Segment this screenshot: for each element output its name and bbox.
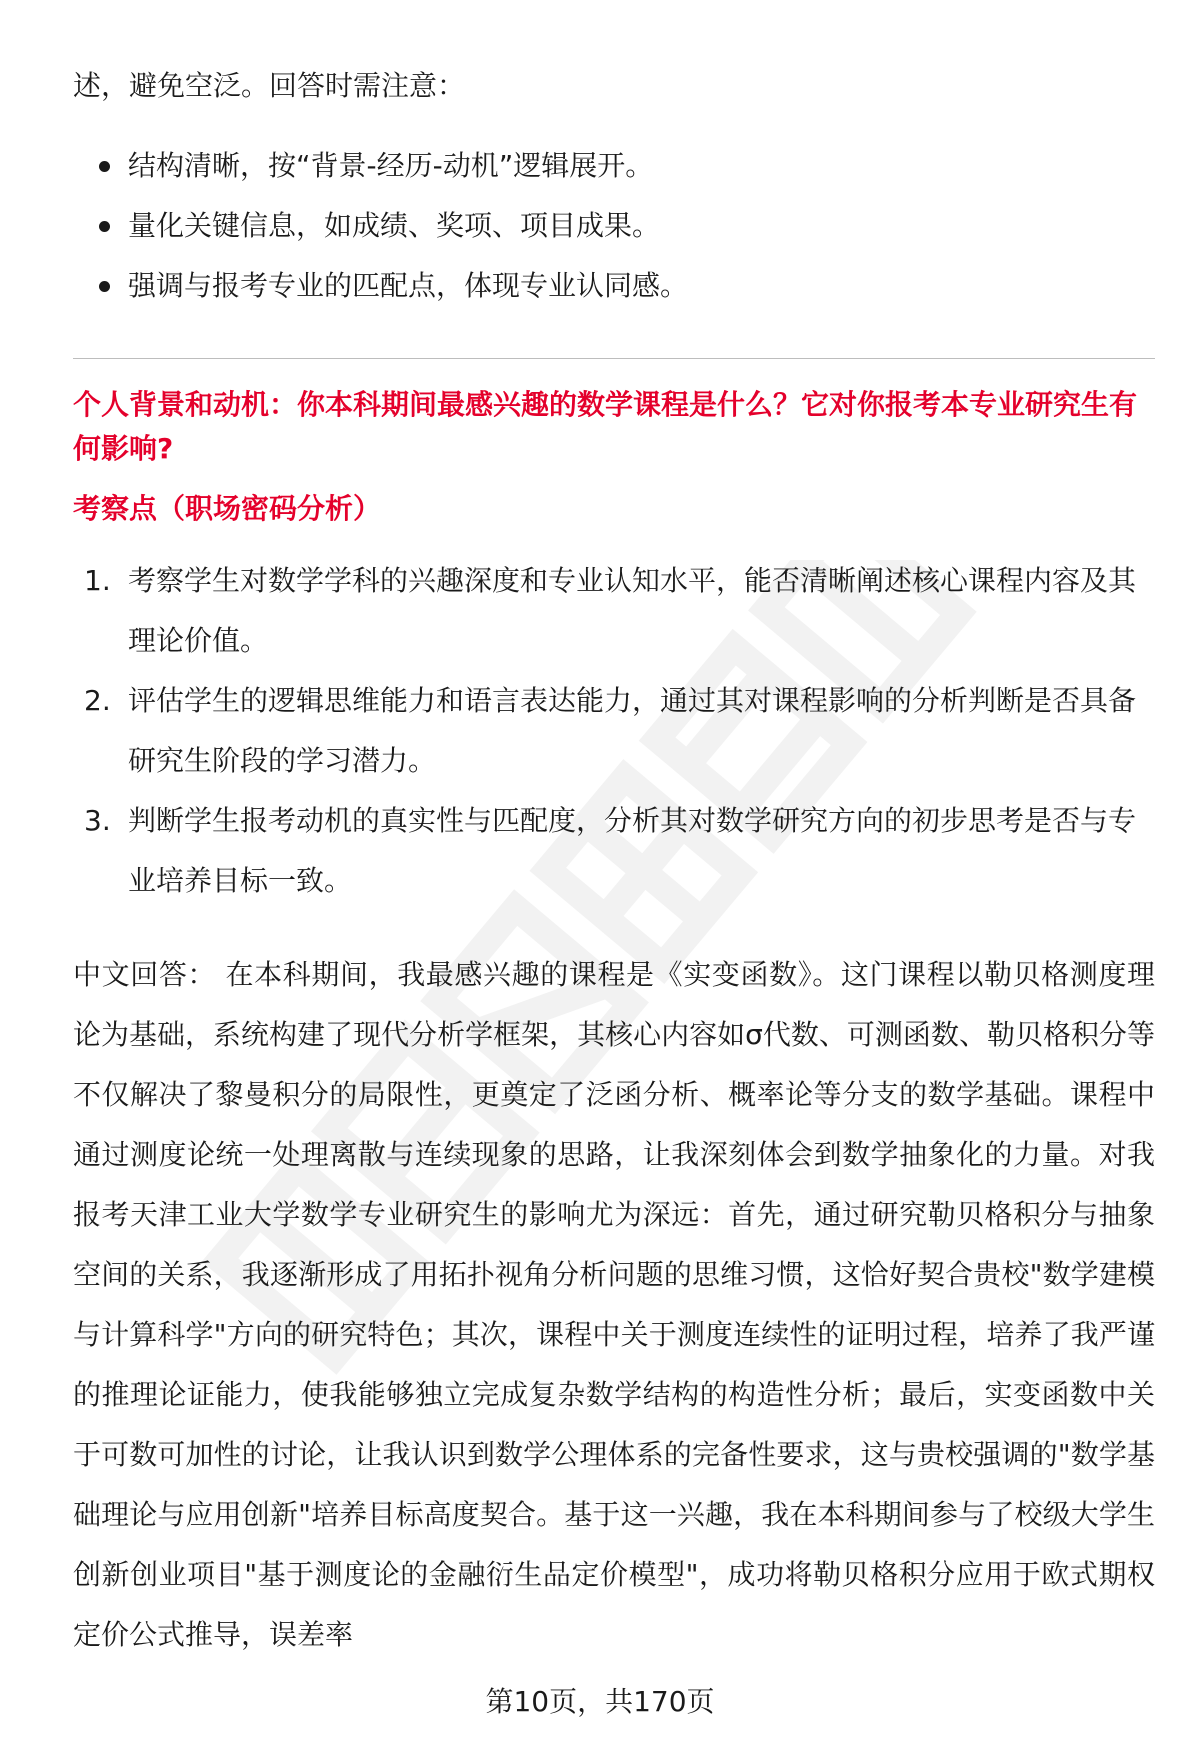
- main-content: [73, 56, 1155, 1665]
- bullet-icon: [99, 161, 110, 172]
- list-item: [73, 551, 1155, 671]
- intro-line: 述，避免空泛。回答时需注意：: [73, 69, 466, 102]
- list-item: [73, 671, 1155, 791]
- section-divider: [73, 358, 1155, 359]
- assessment-heading: 考察点（职场密码分析）: [73, 492, 382, 525]
- item-number: 3.: [84, 804, 111, 837]
- list-item: [73, 256, 1155, 316]
- assessment-list: [73, 551, 1155, 911]
- list-item: [73, 196, 1155, 256]
- item-number: 2.: [84, 684, 111, 717]
- list-item: [73, 136, 1155, 196]
- item-text: 评估学生的逻辑思维能力和语言表达能力，通过其对课程影响的分析判断是否具备研究生阶段的学习潜力。: [128, 684, 1137, 777]
- answer-paragraph: 中文回答： 在本科期间，我最感兴趣的课程是《实变函数》。这门课程以勒贝格测度理论为基础，系统构建了现代分析学框架，其核心内容如σ代数、可测函数、勒贝格积分等不仅解决了黎曼积分的局限性，更奠定了泛函分析、概率论等分支的数学基础。课程中通过测度论统一处理离散与连续现象的思路，让我深刻体会到数学抽象化的力量。对我报考天津工业大学数学专业研究生的影响尤为深远：首先，通过研究勒贝格积分与抽象空间的关系，我逐渐形成了用拓扑视角分析问题的思维习惯，这恰好契合贵校"数学建模与计算科学"方向的研究特色；其次，课程中关于测度连续性的证明过程，培养了我严谨的推理论证能力，使我能够独立完成复杂数学结构的构造性分析；最后，实变函数中关于可数可加性的讨论，让我认识到数学公理体系的完备性要求，这与贵校强调的"数学基础理论与应用创新"培养目标高度契合。基于这一兴趣，我在本科期间参与了校级大学生创新创业项目"基于测度论的金融衍生品定价模型"，成功将勒贝格积分应用于欧式期权定价公式推导，误差率: [73, 958, 1155, 1651]
- tips-list: [73, 136, 1155, 316]
- page-number-footer: 第10页，共170页: [485, 1685, 715, 1718]
- bullet-icon: [99, 221, 110, 232]
- item-number: 1.: [84, 564, 111, 597]
- item-text: 考察学生对数学学科的兴趣深度和专业认知水平，能否清晰阐述核心课程内容及其理论价值。: [128, 564, 1137, 657]
- question-heading: 个人背景和动机：你本科期间最感兴趣的数学课程是什么？它对你报考本专业研究生有何影响?: [73, 388, 1138, 465]
- item-text: 判断学生报考动机的真实性与匹配度，分析其对数学研究方向的初步思考是否与专业培养目标一致。: [128, 804, 1137, 897]
- tip-text: 量化关键信息，如成绩、奖项、项目成果。: [128, 209, 661, 242]
- list-item: [73, 791, 1155, 911]
- bullet-icon: [99, 281, 110, 292]
- tip-text: 强调与报考专业的匹配点，体现专业认同感。: [128, 269, 689, 302]
- tip-text: 结构清晰，按“背景-经历-动机”逻辑展开。: [128, 149, 654, 182]
